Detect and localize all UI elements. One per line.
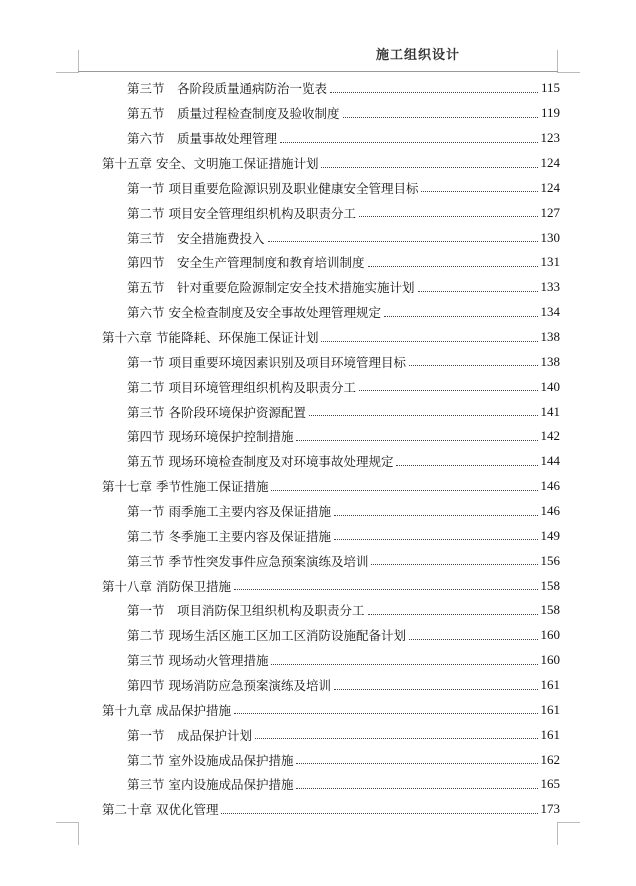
toc-entry-title: 第二节 项目环境管理组织机构及职责分工 — [127, 379, 356, 395]
toc-dot-leader — [234, 589, 538, 590]
toc-dot-leader — [268, 241, 538, 242]
toc-page-number: 173 — [540, 801, 560, 817]
toc-section-entry[interactable] — [102, 598, 560, 623]
toc-entry-title: 第六节 安全检查制度及安全事故处理管理规定 — [127, 305, 381, 321]
toc-dot-leader — [255, 738, 537, 739]
toc-chapter-entry[interactable] — [102, 325, 560, 350]
toc-chapter-entry[interactable] — [102, 151, 560, 176]
toc-section-entry[interactable] — [102, 101, 560, 126]
toc-page-number: 158 — [540, 577, 560, 593]
toc-entry-title: 第一节 项目重要环境因素识别及项目环境管理目标 — [127, 354, 406, 370]
toc-dot-leader — [296, 440, 537, 441]
toc-section-entry[interactable] — [102, 623, 560, 648]
toc-section-entry[interactable] — [102, 673, 560, 698]
toc-page-number: 127 — [540, 204, 560, 220]
toc-page-number: 123 — [540, 130, 560, 146]
toc-dot-leader — [334, 539, 538, 540]
toc-dot-leader — [409, 365, 538, 366]
toc-dot-leader — [296, 788, 537, 789]
crop-mark-top-left — [56, 50, 79, 73]
toc-dot-leader — [280, 142, 537, 143]
toc-entry-title: 第一节 成品保护计划 — [127, 727, 253, 743]
toc-dot-leader — [343, 117, 538, 118]
toc-entry-title: 第三节 各阶段环境保护资源配置 — [127, 404, 306, 420]
toc-dot-leader — [334, 689, 538, 690]
toc-dot-leader — [421, 191, 537, 192]
toc-entry-title: 第十九章 成品保护措施 — [102, 702, 231, 718]
toc-page-number: 115 — [540, 80, 560, 96]
toc-section-entry[interactable] — [102, 424, 560, 449]
toc-page-number: 134 — [540, 304, 560, 320]
toc-page-number: 138 — [540, 329, 560, 345]
crop-mark-bottom-right — [557, 822, 580, 845]
toc-page-number: 140 — [540, 378, 560, 394]
toc-page-number: 158 — [540, 602, 560, 618]
toc-entry-title: 第二节 项目安全管理组织机构及职责分工 — [127, 205, 356, 221]
toc-entry-title: 第四节 现场环境保护控制措施 — [127, 429, 294, 445]
toc-section-entry[interactable] — [102, 300, 560, 325]
toc-entry-title: 第五节 质量过程检查制度及验收制度 — [127, 106, 340, 122]
toc-section-entry[interactable] — [102, 449, 560, 474]
toc-page-number: 161 — [540, 677, 560, 693]
toc-page-number: 162 — [540, 751, 560, 767]
toc-page-number: 133 — [540, 279, 560, 295]
toc-page-number: 131 — [540, 254, 560, 270]
toc-dot-leader — [359, 390, 538, 391]
toc-section-entry[interactable] — [102, 523, 560, 548]
toc-chapter-entry[interactable] — [102, 797, 560, 822]
toc-entry-title: 第十八章 消防保卫措施 — [102, 578, 231, 594]
toc-page-number: 141 — [540, 403, 560, 419]
toc-section-entry[interactable] — [102, 499, 560, 524]
toc-dot-leader — [321, 341, 537, 342]
toc-section-entry[interactable] — [102, 76, 560, 101]
toc-section-entry[interactable] — [102, 722, 560, 747]
toc-dot-leader — [368, 614, 538, 615]
toc-section-entry[interactable] — [102, 225, 560, 250]
toc-page-number: 146 — [540, 478, 560, 494]
toc-entry-title: 第四节 安全生产管理制度和教育培训制度 — [127, 255, 365, 271]
toc-dot-leader — [271, 490, 537, 491]
toc-entry-title: 第十七章 季节性施工保证措施 — [102, 479, 269, 495]
toc-entry-title: 第十六章 节能降耗、环保施工保证计划 — [102, 330, 319, 346]
toc-page-number: 142 — [540, 428, 560, 444]
toc-section-entry[interactable] — [102, 548, 560, 573]
toc-section-entry[interactable] — [102, 250, 560, 275]
toc-page-number: 160 — [540, 627, 560, 643]
toc-section-entry[interactable] — [102, 374, 560, 399]
toc-dot-leader — [321, 167, 537, 168]
toc-entry-title: 第十五章 安全、文明施工保证措施计划 — [102, 156, 319, 171]
header-rule — [78, 71, 558, 72]
toc-dot-leader — [359, 216, 538, 217]
toc-dot-leader — [384, 316, 538, 317]
toc-dot-leader — [309, 415, 538, 416]
toc-entry-title: 第二节 现场生活区施工区加工区消防设施配备计划 — [127, 628, 406, 644]
toc-entry-title: 第一节 项目消防保卫组织机构及职责分工 — [127, 603, 365, 619]
toc-dot-leader — [334, 515, 538, 516]
toc-section-entry[interactable] — [102, 349, 560, 374]
toc-entry-title: 第三节 季节性突发事件应急预案演练及培训 — [127, 553, 369, 569]
toc-entry-title: 第三节 各阶段质量通病防治一览表 — [127, 81, 328, 97]
crop-mark-bottom-left — [56, 822, 79, 845]
toc-entry-title: 第一节 雨季施工主要内容及保证措施 — [127, 504, 331, 520]
toc-dot-leader — [371, 564, 537, 565]
toc-dot-leader — [296, 763, 537, 764]
toc-chapter-entry[interactable] — [102, 573, 560, 598]
toc-page-number: 149 — [540, 527, 560, 543]
toc-entry-title: 第六节 质量事故处理管理 — [127, 131, 278, 147]
toc-dot-leader — [368, 266, 538, 267]
toc-entry-title: 第一节 项目重要危险源识别及职业健康安全管理目标 — [127, 180, 419, 196]
toc-section-entry[interactable] — [102, 747, 560, 772]
toc-section-entry[interactable] — [102, 648, 560, 673]
table-of-contents — [102, 76, 560, 822]
toc-page-number: 119 — [540, 105, 560, 121]
toc-dot-leader — [396, 465, 537, 466]
toc-entry-title: 第三节 安全措施费投入 — [127, 230, 265, 246]
toc-page-number: 146 — [540, 503, 560, 519]
toc-page-number: 138 — [540, 353, 560, 369]
toc-dot-leader — [221, 813, 537, 814]
toc-page-number: 144 — [540, 453, 560, 469]
toc-page-number: 130 — [540, 229, 560, 245]
toc-section-entry[interactable] — [102, 126, 560, 151]
toc-section-entry[interactable] — [102, 275, 560, 300]
toc-chapter-entry[interactable] — [102, 474, 560, 499]
toc-entry-title: 第三节 现场动火管理措施 — [127, 653, 269, 669]
toc-dot-leader — [271, 664, 537, 665]
toc-chapter-entry[interactable] — [102, 697, 560, 722]
toc-page-number: 124 — [540, 155, 560, 170]
toc-page-number: 160 — [540, 652, 560, 668]
toc-page-number: 124 — [540, 179, 560, 195]
toc-section-entry[interactable] — [102, 399, 560, 424]
toc-dot-leader — [409, 639, 538, 640]
toc-entry-title: 第三节 室内设施成品保护措施 — [127, 777, 294, 793]
toc-entry-title: 第五节 现场环境检查制度及对环境事故处理规定 — [127, 454, 394, 470]
toc-page-number: 161 — [540, 701, 560, 717]
toc-dot-leader — [234, 713, 538, 714]
crop-mark-top-right — [557, 50, 580, 73]
toc-page-number: 161 — [540, 726, 560, 742]
toc-entry-title: 第二节 室外设施成品保护措施 — [127, 752, 294, 768]
toc-section-entry[interactable] — [102, 772, 560, 797]
toc-dot-leader — [418, 291, 538, 292]
toc-entry-title: 第四节 现场消防应急预案演练及培训 — [127, 678, 331, 694]
running-header-title: 施工组织设计 — [375, 48, 460, 63]
toc-entry-title: 第二十章 双优化管理 — [102, 802, 219, 818]
toc-section-entry[interactable] — [102, 200, 560, 225]
toc-section-entry[interactable] — [102, 175, 560, 200]
toc-page-number: 165 — [540, 776, 560, 792]
toc-entry-title: 第五节 针对重要危险源制定安全技术措施实施计划 — [127, 280, 415, 296]
toc-dot-leader — [330, 92, 538, 93]
toc-page-number: 156 — [540, 552, 560, 568]
toc-entry-title: 第二节 冬季施工主要内容及保证措施 — [127, 528, 331, 544]
